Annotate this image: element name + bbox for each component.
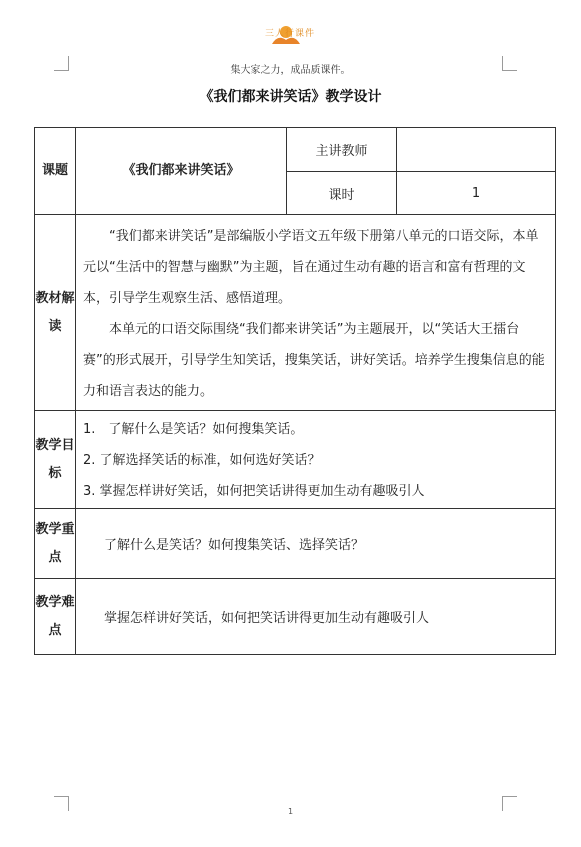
topic-label: 课题 bbox=[35, 128, 76, 215]
hours-label: 课时 bbox=[287, 172, 397, 215]
key-point-value: 了解什么是笑话？如何搜集笑话、选择笑话？ bbox=[76, 509, 556, 579]
goal-item: 1. 了解什么是笑话？如何搜集笑话。 bbox=[83, 422, 304, 437]
analysis-paragraph: “我们都来讲笑话”是部编版小学语文五年级下册第八单元的口语交际，本单元以“生活中的智慧与幽默”为主题，旨在通过生动有趣的语言和富有哲理的文本，引导学生观察生活、感悟道理。 bbox=[83, 228, 539, 306]
page-number: 1 bbox=[287, 807, 294, 816]
logo-text: 三人行课件 bbox=[264, 29, 315, 39]
difficulty-value: 掌握怎样讲好笑话，如何把笑话讲得更加生动有趣吸引人 bbox=[76, 579, 556, 655]
analysis-label: 教材解读 bbox=[35, 215, 76, 411]
lesson-plan-table bbox=[34, 127, 556, 655]
teacher-label: 主讲教师 bbox=[287, 128, 397, 172]
tagline: 集大家之力，成品质课件。 bbox=[230, 65, 351, 76]
goal-item: 2. 了解选择笑话的标准，如何选好笑话？ bbox=[83, 453, 321, 468]
topic-value: 《我们都来讲笑话》 bbox=[76, 128, 287, 215]
difficulty-label: 教学难点 bbox=[35, 579, 76, 655]
goals-label: 教学目标 bbox=[35, 411, 76, 509]
goals-content bbox=[76, 411, 556, 509]
analysis-paragraph: 本单元的口语交际围绕“我们都来讲笑话”为主题展开，以“笑话大王擂台赛”的形式展开，引导学生知笑话，搜集笑话，讲好笑话。培养学生搜集信息的能力和语言表达的能力。 bbox=[83, 321, 545, 399]
document-title: 《我们都来讲笑话》教学设计 bbox=[199, 89, 382, 105]
hours-value: 1 bbox=[397, 172, 556, 215]
goal-item: 3. 掌握怎样讲好笑话，如何把笑话讲得更加生动有趣吸引人 bbox=[83, 484, 425, 499]
key-point-label: 教学重点 bbox=[35, 509, 76, 579]
teacher-value bbox=[397, 128, 556, 172]
analysis-content bbox=[76, 215, 556, 411]
